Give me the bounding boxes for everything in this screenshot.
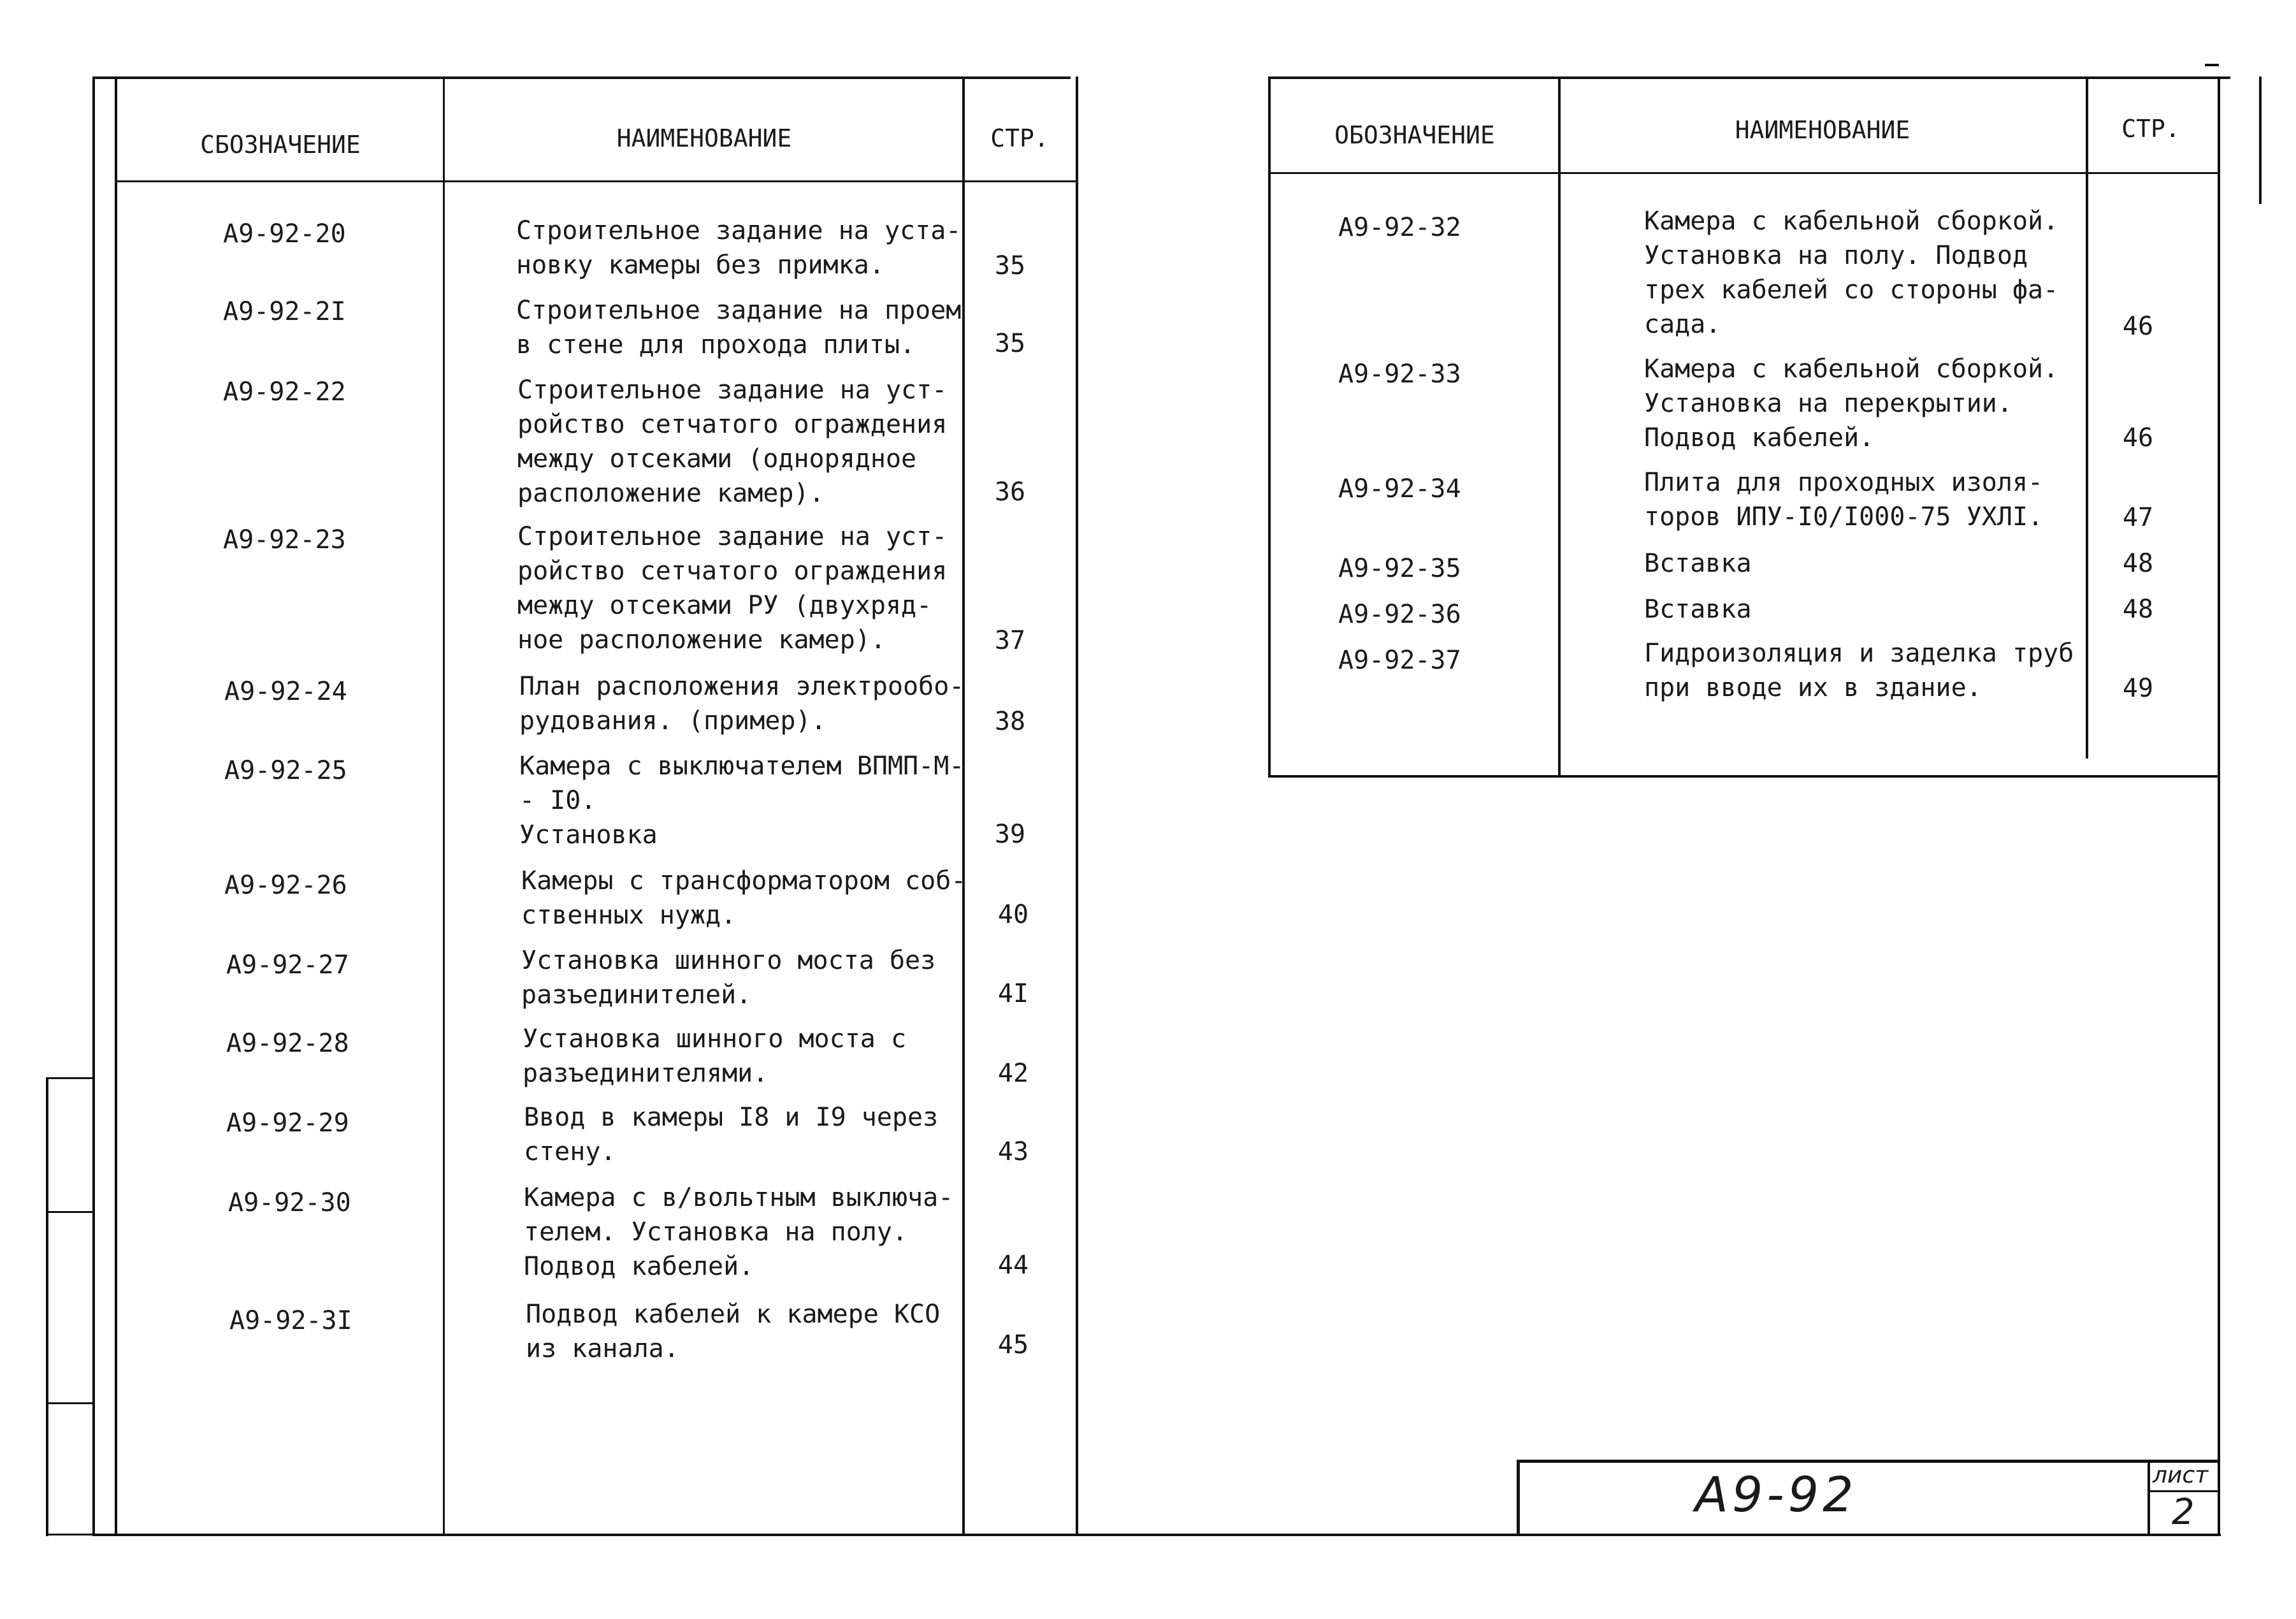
right-row-page: 48 [2122, 595, 2154, 624]
frame-line [1268, 76, 1271, 778]
left-header-name: НАИМЕНОВАНИЕ [616, 124, 792, 152]
right-row-code: А9-92-33 [1338, 359, 1461, 389]
left-row-code: А9-92-29 [226, 1108, 349, 1138]
right-row-code: А9-92-37 [1338, 646, 1461, 675]
left-row-code: А9-92-24 [224, 677, 347, 706]
right-row-page: 49 [2122, 674, 2154, 703]
left-row-page: 39 [994, 820, 1026, 849]
right-row-code: А9-92-36 [1338, 600, 1461, 629]
frame-line [115, 180, 1077, 182]
right-header-page: СТР. [2121, 115, 2180, 143]
right-row-page: 46 [2122, 312, 2154, 341]
left-row-name: Подвод кабелей к камере КСО из канала. [526, 1300, 941, 1363]
left-row-page: 36 [994, 477, 1026, 507]
frame-line [2205, 64, 2219, 66]
left-row-name: Установка шинного моста с разъединителями. [523, 1024, 907, 1088]
left-row-name: Строительное задание на уст- ройство сетчатого ограждения между отсеками РУ (двухряд- ное расположение камер). [517, 522, 948, 655]
binding-line [46, 1077, 94, 1079]
left-row-name: Установка шинного моста без разъединителей. [521, 946, 936, 1010]
right-row-name: Камера с кабельной сборкой. Установка на перекрытии. Подвод кабелей. [1644, 354, 2059, 453]
frame-line [2086, 76, 2088, 759]
left-header-page: СТР. [990, 124, 1049, 152]
right-row-code: А9-92-35 [1338, 554, 1461, 583]
left-header-code: СБОЗНАЧЕНИЕ [200, 131, 361, 159]
left-row-page: 38 [994, 707, 1026, 736]
stamp-sheet-number: 2 [2172, 1492, 2195, 1533]
frame-line [443, 76, 445, 1536]
frame-line [92, 1534, 2221, 1536]
frame-line [1268, 775, 2218, 778]
right-row-code: А9-92-32 [1338, 213, 1461, 242]
right-row-name: Вставка [1644, 595, 1752, 624]
frame-line [2218, 76, 2220, 1536]
left-row-code: А9-92-30 [228, 1188, 351, 1217]
right-row-name: Вставка [1644, 549, 1752, 578]
frame-line [92, 76, 95, 1536]
left-row-name: Ввод в камеры I8 и I9 через стену. [524, 1103, 939, 1166]
frame-line [1076, 76, 1078, 1536]
right-header-name: НАИМЕНОВАНИЕ [1735, 116, 1910, 144]
right-row-name: Плита для проходных изоля- торов ИПУ-I0/I000-75 УХЛI. [1644, 468, 2044, 532]
left-row-code: А9-92-23 [223, 525, 346, 555]
left-row-name: План расположения электрообо- рудования. (пример). [519, 672, 965, 736]
left-row-code: А9-92-3I [229, 1306, 352, 1335]
left-row-page: 43 [997, 1137, 1029, 1166]
left-row-page: 40 [997, 900, 1029, 929]
left-row-page: 42 [997, 1059, 1029, 1088]
stamp-line [2148, 1460, 2150, 1536]
left-row-name: Камера с выключателем ВПМП-М- - I0. Установка [519, 751, 965, 850]
right-row-page: 48 [2122, 549, 2154, 578]
left-row-name: Строительное задание на уста- новку камеры без примка. [516, 216, 962, 280]
stamp-line [1517, 1460, 1520, 1536]
binding-line [46, 1402, 94, 1404]
left-row-name: Строительное задание на уст- ройство сетчатого ограждения между отсеками (однорядное расположение камер). [517, 375, 948, 508]
left-row-name: Камеры с трансформатором соб- ственных нужд. [521, 866, 967, 930]
left-row-code: А9-92-27 [226, 950, 349, 980]
left-row-name: Строительное задание на проем в стене для прохода плиты. [516, 296, 962, 359]
frame-line [115, 76, 117, 1536]
left-row-page: 45 [997, 1330, 1029, 1360]
left-row-code: А9-92-2I [223, 297, 346, 326]
left-row-code: А9-92-25 [224, 756, 347, 785]
left-row-page: 35 [994, 251, 1026, 280]
right-row-name: Камера с кабельной сборкой. Установка на полу. Подвод трех кабелей со стороны фа- сада. [1644, 207, 2059, 339]
stamp-line [1517, 1460, 2220, 1463]
left-row-page: 4I [997, 979, 1029, 1008]
left-row-code: А9-92-20 [223, 219, 346, 249]
right-row-code: А9-92-34 [1338, 474, 1461, 504]
right-row-name: Гидроизоляция и заделка труб при вводе их в здание. [1644, 639, 2074, 702]
left-row-code: А9-92-26 [224, 871, 347, 900]
frame-line [2259, 76, 2262, 204]
left-row-page: 35 [994, 329, 1026, 358]
frame-line [1268, 172, 2218, 174]
frame-line [1558, 76, 1561, 778]
binding-line [46, 1077, 48, 1536]
right-header-code: ОБОЗНАЧЕНИЕ [1334, 121, 1495, 149]
frame-line [92, 76, 1071, 79]
right-row-page: 47 [2122, 503, 2154, 532]
stamp-designation: А9-92 [1695, 1466, 1858, 1523]
stamp-sheet-label: лист [2153, 1462, 2209, 1488]
left-row-code: А9-92-22 [223, 377, 346, 407]
left-row-code: А9-92-28 [226, 1029, 349, 1058]
right-row-page: 46 [2122, 423, 2154, 453]
binding-line [46, 1534, 94, 1536]
binding-line [46, 1211, 94, 1213]
left-row-name: Камера с в/вольтным выключа- телем. Установка на полу. Подвод кабелей. [524, 1183, 954, 1281]
left-row-page: 37 [994, 626, 1026, 655]
left-row-page: 44 [997, 1251, 1029, 1280]
